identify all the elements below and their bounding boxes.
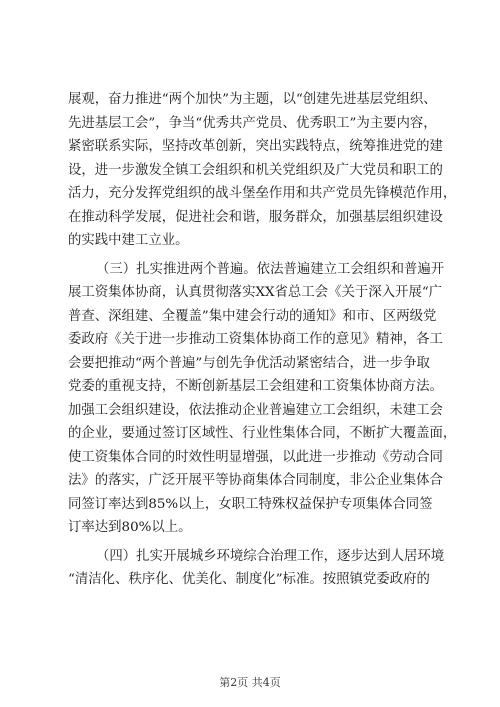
- text-line: 会要把推动“两个普遍”与创先争优活动紧密结合，进一步争取: [68, 355, 430, 371]
- text-line: 展工资集体协商，认真贯彻落实XX省总工会《关于深入开展“广: [68, 285, 443, 300]
- text-line: 的企业，要通过签订区域性、行业性集体合同，不断扩大覆盖面，: [68, 426, 457, 441]
- text-line: 紧密联系实际，坚持改革创新，突出实践特点，统筹推进党的建: [68, 139, 443, 154]
- text-line: （四）扎实开展城乡环境综合治理工作，逐步达到人居环境: [96, 548, 445, 564]
- text-line: 法》的落实，广泛开展平等协商集体合同制度，非公企业集体合: [68, 473, 443, 488]
- text-line: “清洁化、秩序化、优美化、制度化”标准。按照镇党委政府的: [68, 572, 430, 587]
- paragraph-2: [68, 258, 457, 540]
- text-line: 使工资集体合同的时效性明显增强，以此进一步推动《劳动合同: [68, 449, 443, 465]
- text-line: 先进基层工会”，争当“优秀共产党员、优秀职工”为主要内容，: [68, 115, 437, 131]
- text-line: 展观，奋力推进“两个加快”为主题，以“创建先进基层党组织、: [68, 92, 437, 107]
- text-line: 订率达到80%以上。: [68, 520, 192, 535]
- paragraph-1: [68, 88, 457, 253]
- text-line: 党委的重视支持，不断创新基层工会组建和工资集体协商方法。: [68, 379, 443, 394]
- text-line: 加强工会组织建设，依法推动企业普遍建立工会组织，未建工会: [68, 402, 443, 418]
- text-line: 普查、深组建、全覆盖”集中建会行动的通知》和市、区两级党: [68, 308, 437, 324]
- text-line: 活力，充分发挥党组织的战斗堡垒作用和共产党员先锋模范作用，: [68, 186, 457, 201]
- document-body: [68, 88, 457, 592]
- text-line: 委政府《关于进一步推动工资集体协商工作的意见》精神，各工: [68, 332, 443, 347]
- text-line: （三）扎实推进两个普遍。依法普遍建立工会组织和普遍开: [96, 261, 445, 277]
- text-line: 在推动科学发展，促进社会和谐，服务群众，加强基层组织建设: [68, 209, 443, 225]
- text-line: 同签订率达到85%以上，女职工特殊权益保护专项集体合同签: [68, 496, 433, 512]
- text-line: 设，进一步激发全镇工会组织和机关党组织及广大党员和职工的: [68, 162, 443, 178]
- page-number-footer: 第2页 共4页: [219, 676, 281, 689]
- text-line: 的实践中建工立业。: [68, 233, 189, 248]
- paragraph-3: [68, 545, 445, 592]
